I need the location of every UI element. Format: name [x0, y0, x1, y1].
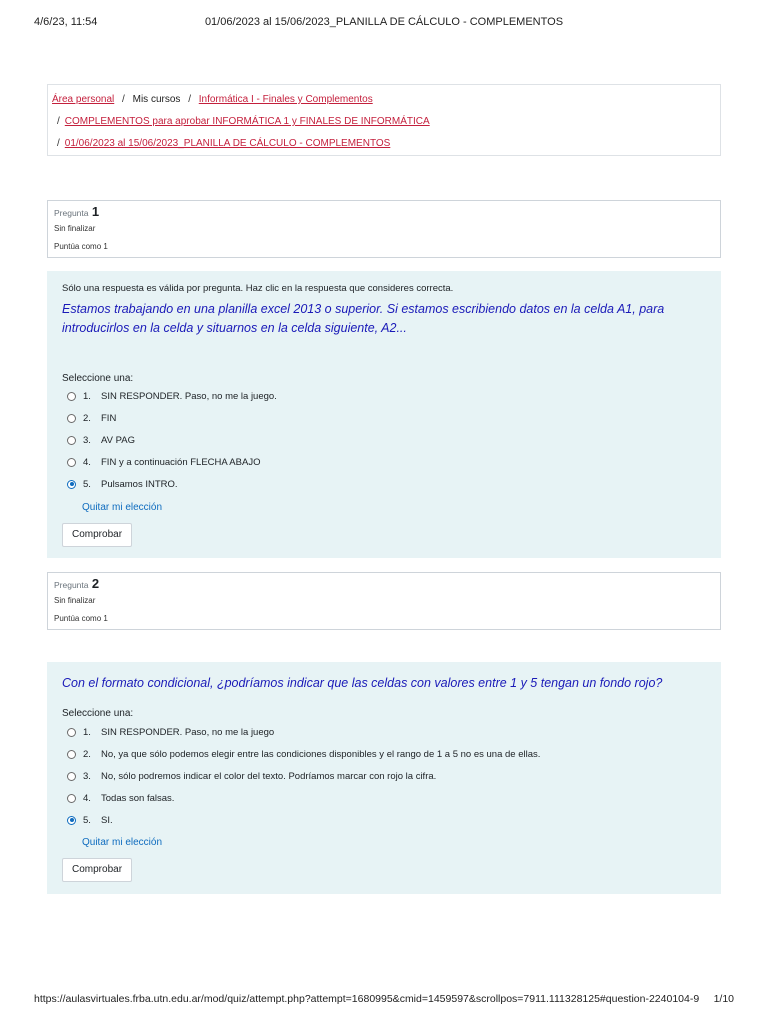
breadcrumb-activity-link[interactable]: 01/06/2023 al 15/06/2023_PLANILLA DE CÁLCULO - COMPLEMENTOS — [64, 138, 391, 149]
answer-option[interactable] — [67, 721, 707, 743]
question-number-value: 2 — [91, 576, 100, 591]
radio-button[interactable] — [67, 728, 76, 737]
print-page-number: 1/10 — [713, 993, 734, 1005]
answer-text: SIN RESPONDER. Paso, no me la juego — [101, 726, 275, 738]
check-button[interactable]: Comprobar — [62, 523, 132, 547]
answer-list — [67, 385, 707, 495]
answer-number: 1. — [83, 726, 91, 738]
answer-number: 2. — [83, 748, 91, 760]
answer-text: No, sólo podremos indicar el color del texto. Podríamos marcar con rojo la cifra. — [101, 770, 437, 782]
radio-button-selected[interactable] — [67, 816, 76, 825]
clear-choice-link[interactable]: Quitar mi elección — [82, 502, 163, 513]
question-number — [54, 577, 720, 592]
answer-number: 5. — [83, 478, 91, 490]
radio-button[interactable] — [67, 772, 76, 781]
breadcrumb-line-1 — [52, 91, 720, 113]
question-text: Con el formato condicional, ¿podríamos indicar que las celdas con valores entre 1 y 5 tengan un fondo rojo? — [62, 676, 663, 690]
breadcrumb-separator: / — [188, 94, 191, 105]
answer-text: Todas son falsas. — [101, 792, 175, 804]
answer-number: 5. — [83, 814, 91, 826]
print-title: 01/06/2023 al 15/06/2023_PLANILLA DE CÁLCULO - COMPLEMENTOS — [204, 16, 564, 28]
answer-text: SIN RESPONDER. Paso, no me la juego. — [101, 390, 277, 402]
select-one-prompt: Seleccione una: — [62, 373, 134, 384]
question-number-value: 1 — [91, 204, 100, 219]
question-instructions: Sólo una respuesta es válida por pregunta. Haz clic en la respuesta que consideres correcta. — [62, 283, 454, 294]
radio-button[interactable] — [67, 392, 76, 401]
question-1-info — [47, 200, 721, 258]
answer-number: 3. — [83, 770, 91, 782]
breadcrumb-home-link[interactable]: Área personal — [52, 94, 115, 105]
print-url: https://aulasvirtuales.frba.utn.edu.ar/mod/quiz/attempt.php?attempt=1680995&cmid=1459597&scrollpos=7911.111328125#question-2240104-9 — [34, 993, 700, 1005]
clear-choice-link[interactable]: Quitar mi elección — [82, 837, 163, 848]
breadcrumb-separator: / — [57, 138, 60, 149]
breadcrumb — [47, 84, 721, 156]
answer-text: No, ya que sólo podemos elegir entre las condiciones disponibles y el rango de 1 a 5 no es una de ellas. — [101, 748, 541, 760]
answer-text: SI. — [101, 814, 113, 826]
question-1-content — [47, 271, 721, 558]
radio-button[interactable] — [67, 750, 76, 759]
radio-button[interactable] — [67, 458, 76, 467]
question-label: Pregunta — [54, 580, 89, 590]
question-grade: Puntúa como 1 — [54, 242, 108, 251]
question-2-info — [47, 572, 721, 630]
question-number — [54, 205, 720, 220]
answer-number: 3. — [83, 434, 91, 446]
answer-list — [67, 721, 707, 831]
answer-option[interactable] — [67, 473, 707, 495]
radio-button[interactable] — [67, 436, 76, 445]
answer-text: Pulsamos INTRO. — [101, 478, 178, 490]
breadcrumb-separator: / — [57, 116, 60, 127]
breadcrumb-section-link[interactable]: COMPLEMENTOS para aprobar INFORMÁTICA 1 y FINALES DE INFORMÁTICA — [64, 116, 430, 127]
radio-button-selected[interactable] — [67, 480, 76, 489]
answer-option[interactable] — [67, 743, 707, 765]
answer-number: 1. — [83, 390, 91, 402]
answer-option[interactable] — [67, 385, 707, 407]
answer-option[interactable] — [67, 809, 707, 831]
answer-text: FIN y a continuación FLECHA ABAJO — [101, 456, 261, 468]
answer-option[interactable] — [67, 407, 707, 429]
radio-button[interactable] — [67, 414, 76, 423]
question-label: Pregunta — [54, 208, 89, 218]
breadcrumb-line-2 — [52, 113, 720, 135]
question-state: Sin finalizar — [54, 596, 96, 605]
question-2-content — [47, 662, 721, 894]
radio-button[interactable] — [67, 794, 76, 803]
question-text: Estamos trabajando en una planilla excel 2013 o superior. Si estamos escribiendo datos en la celda A1, para introducirlos en la celda y situarnos en la celda siguiente, A2... — [62, 302, 665, 335]
breadcrumb-course-link[interactable]: Informática I - Finales y Complementos — [198, 94, 373, 105]
question-grade: Puntúa como 1 — [54, 614, 108, 623]
check-button[interactable]: Comprobar — [62, 858, 132, 882]
breadcrumb-line-3 — [52, 135, 720, 157]
answer-option[interactable] — [67, 765, 707, 787]
answer-text: FIN — [101, 412, 117, 424]
answer-number: 2. — [83, 412, 91, 424]
breadcrumb-my-courses: Mis cursos — [132, 94, 181, 105]
print-header — [0, 16, 768, 32]
print-datetime: 4/6/23, 11:54 — [34, 16, 98, 28]
answer-number: 4. — [83, 456, 91, 468]
select-one-prompt: Seleccione una: — [62, 708, 134, 719]
answer-option[interactable] — [67, 451, 707, 473]
print-footer — [0, 993, 768, 1009]
question-state: Sin finalizar — [54, 224, 96, 233]
answer-number: 4. — [83, 792, 91, 804]
answer-text: AV PAG — [101, 434, 135, 446]
answer-option[interactable] — [67, 429, 707, 451]
answer-option[interactable] — [67, 787, 707, 809]
breadcrumb-separator: / — [122, 94, 125, 105]
